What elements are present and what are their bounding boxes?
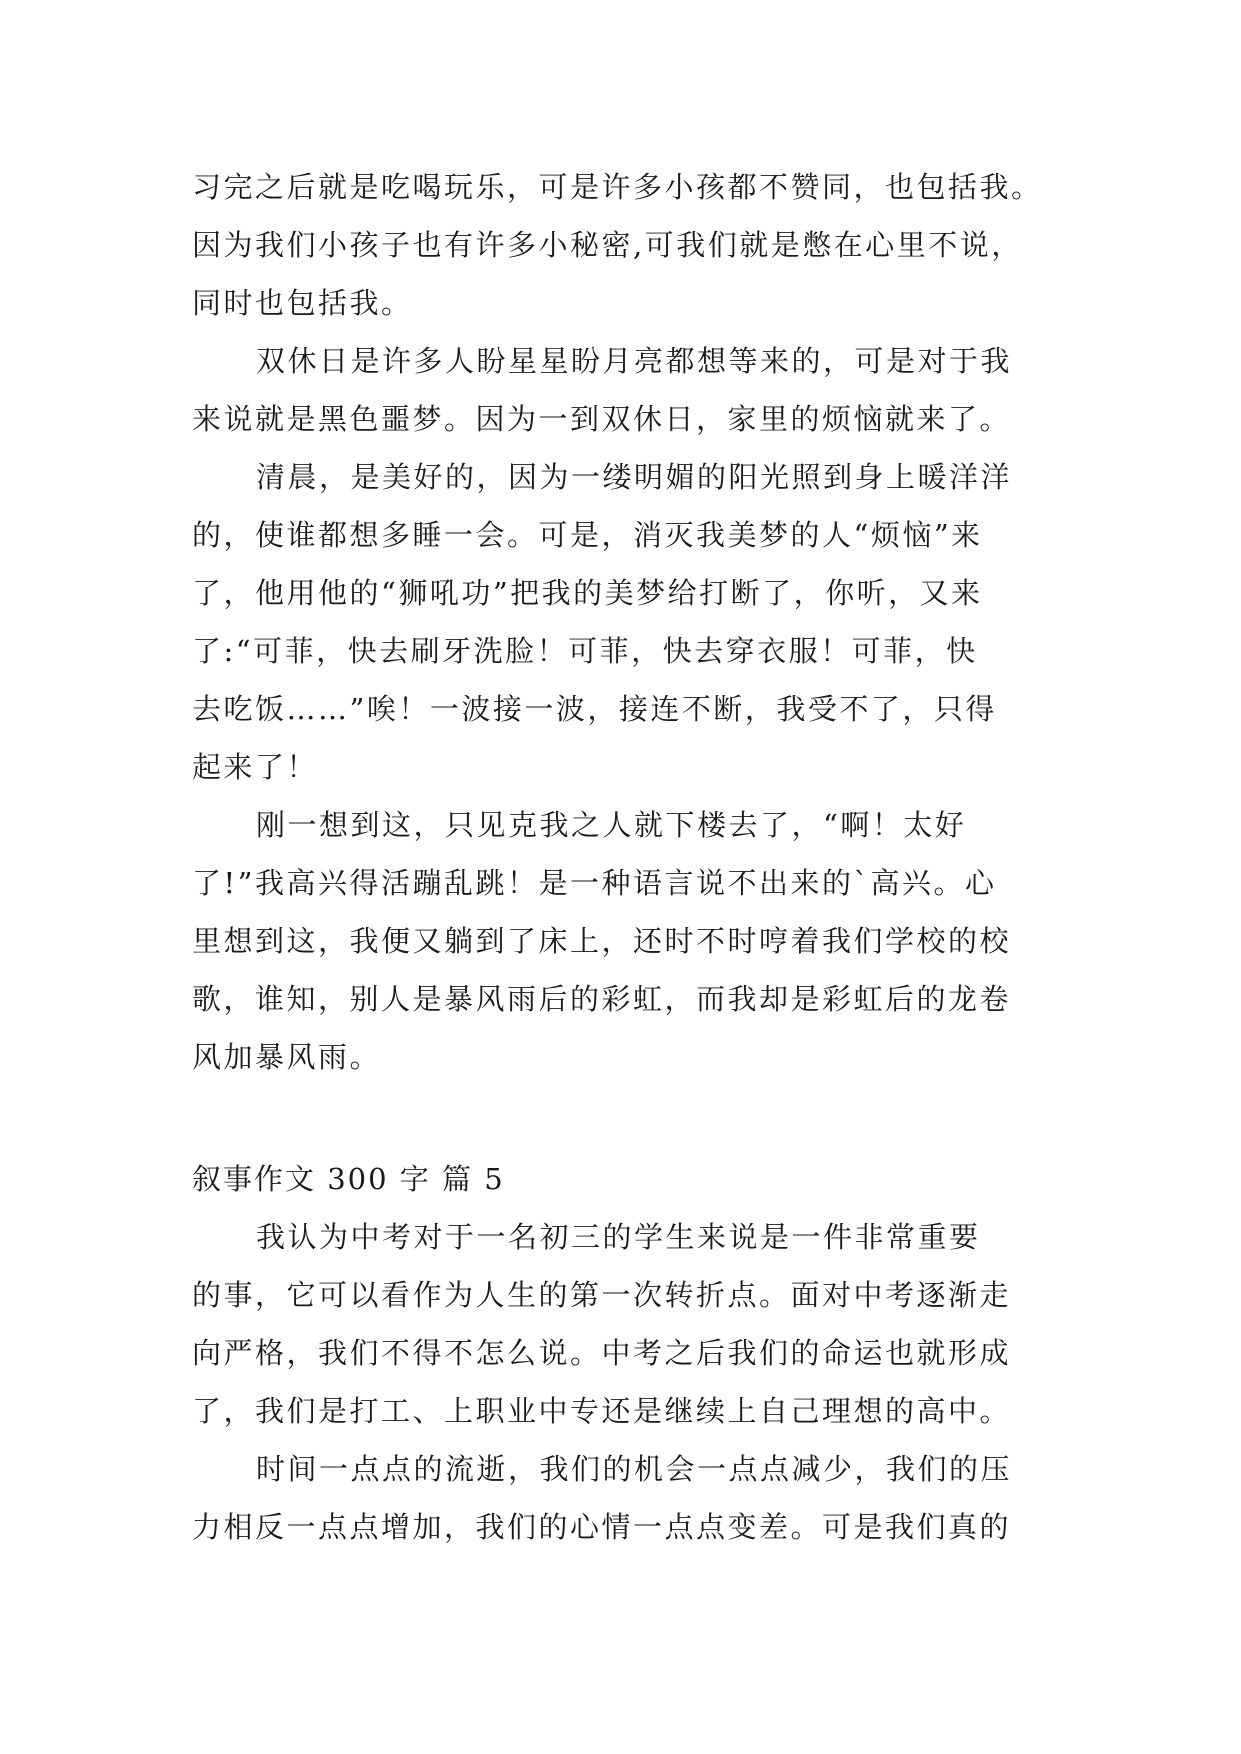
paragraph <box>192 1440 1092 1556</box>
paragraph <box>192 1208 1092 1440</box>
text-line: 的，使谁都想多睡一会。可是，消灭我美梦的人“烦恼”来 <box>192 518 983 552</box>
text-line: 了!”我高兴得活蹦乱跳！是一种语言说不出来的`高兴。心 <box>192 866 997 900</box>
text-line: 时间一点点的流逝，我们的机会一点点减少，我们的压 <box>256 1452 1013 1486</box>
text-line: 去吃饭……”唉！一波接一波，接连不断，我受不了，只得 <box>192 692 997 726</box>
text-line: 风加暴风雨。 <box>192 1040 382 1074</box>
section-gap <box>192 1086 1092 1150</box>
text-line: 习完之后就是吃喝玩乐，可是许多小孩都不赞同，也包括我。 <box>192 170 1043 204</box>
text-line: 清晨，是美好的，因为一缕明媚的阳光照到身上暖洋洋 <box>256 460 1013 494</box>
paragraph <box>192 158 1092 332</box>
text-line: 起来了！ <box>192 750 319 784</box>
text-line: 歌，谁知，别人是暴风雨后的彩虹，而我却是彩虹后的龙卷 <box>192 982 1012 1016</box>
text-line: 了，我们是打工、上职业中专还是继续上自己理想的高中。 <box>192 1394 1012 1428</box>
text-line: 的事，它可以看作为人生的第一次转折点。面对中考逐渐走 <box>192 1278 1012 1312</box>
paragraph <box>192 332 1092 448</box>
text-line: 刚一想到这，只见克我之人就下楼去了，“啊！太好 <box>256 808 967 842</box>
text-line: 我认为中考对于一名初三的学生来说是一件非常重要 <box>256 1220 981 1254</box>
section-heading: 叙事作文 300 字 篇 5 <box>192 1162 505 1196</box>
text-line: 因为我们小孩子也有许多小秘密,可我们就是憋在心里不说， <box>192 228 1023 262</box>
paragraph <box>192 796 1092 1086</box>
text-line: 里想到这，我便又躺到了床上，还时不时哼着我们学校的校 <box>192 924 1012 958</box>
text-line: 向严格，我们不得不怎么说。中考之后我们的命运也就形成 <box>192 1336 1012 1370</box>
text-line: 了，他用他的“狮吼功”把我的美梦给打断了，你听，又来 <box>192 576 983 610</box>
document-body <box>192 158 1092 1556</box>
text-line: 了:“可菲，快去刷牙洗脸！可菲，快去穿衣服！可菲，快 <box>192 634 978 668</box>
paragraph <box>192 448 1092 796</box>
text-line: 来说就是黑色噩梦。因为一到双休日，家里的烦恼就来了。 <box>192 402 1012 436</box>
text-line: 同时也包括我。 <box>192 286 413 320</box>
text-line: 力相反一点点增加，我们的心情一点点变差。可是我们真的 <box>192 1510 1012 1544</box>
text-line: 双休日是许多人盼星星盼月亮都想等来的，可是对于我 <box>256 344 1013 378</box>
